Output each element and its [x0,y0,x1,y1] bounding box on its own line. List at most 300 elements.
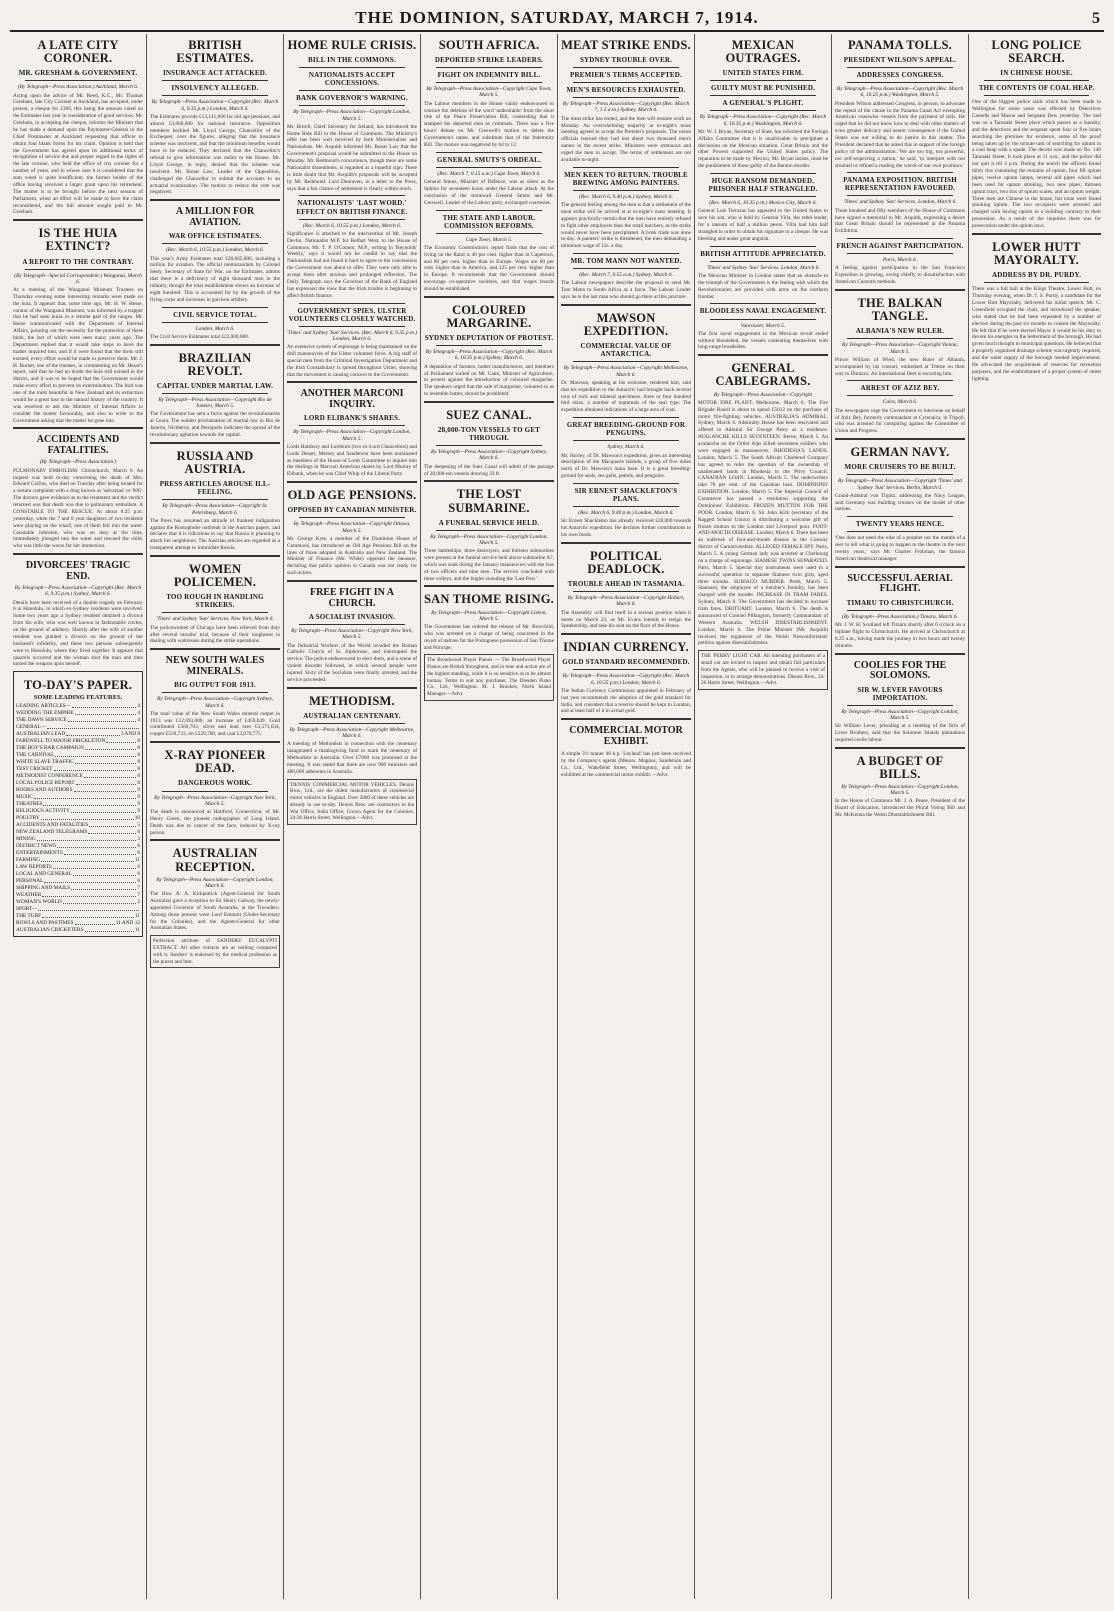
article-dateline: By Telegraph—Press Association—Copyright Sydney, March 6. [157,696,273,709]
index-row-leader [84,773,137,778]
article-subheadline: PRESIDENT WILSON'S APPEAL. [843,56,957,65]
subhead-divider [710,196,816,197]
article [150,648,280,738]
subhead-divider [573,67,679,68]
article-body: Mr. Hurley, of Dr. Mawson's expedition, gives an interesting description of the Macquarie Islands, a group of five miles north of Dr. Mawson's main base. It is a great breeding-ground for seals, sea gulls, petrels, and penguins. [561,452,691,480]
index-row-page: 2 [137,899,140,905]
index-row [16,822,140,829]
index-row-leader [37,836,137,841]
article-body: The newspapers urge the Government to intervene on behalf of Aziz Bey, formerly commandant at Cyrenaica, in Tripoli, who was arrested for conspiring against the Committee of Union and Progress. [835,407,965,435]
article-body: The deepening of the Suez Canal will admit of the passage of 28,000-ton vessels drawing 33 ft. [424,463,554,477]
article-headline: LOWER HUTT MAYORALTY. [992,239,1081,268]
article-dateline: By Telegraph—Press Association—Copyright 'Times' and Sydney 'Sun' Services. Berlin, March 6. [838,478,962,491]
index-row-label: RELIGIOUS ACTIVITY [16,808,70,815]
article-body: In the House of Commons Mr. J. A. Pease, President of the Board of Education, introduced the Plural Voting Bill and Mr. McKenna the Welsh Disestablishment Bill. [835,798,965,819]
index-row-leader [38,906,139,911]
section-divider [847,238,953,239]
article-dateline: 'Times' and Sydney 'Sun' Services. New York, March 6. [156,616,274,623]
index-row-label: WEDDING THE EMPIRE [16,710,74,717]
article [150,442,280,552]
article-headline: SUEZ CANAL. [446,408,532,422]
subhead-divider [573,591,679,592]
article-dateline: By Telegraph—Press Association—Copyright London, March 5. [293,109,411,122]
index-row-label: LEADING ARTICLES— [16,703,71,710]
article-divider [287,580,417,582]
article-body: The Economic Commission's report finds that the cost of living on the Rand is 40 per cent. higher than in Capetown, and 80 per cent. higher than in Europe. Wages are 60 per cent. higher than in America, and 225 per cent. higher than in Europe. It recommends that the Government should encourage co-operative societies, and that wages boards should be established. [424,244,554,293]
index-row-page: 4 [137,703,140,710]
article-divider [424,585,554,587]
article-body: A simple 3½ tonner 40 h.p. 'Leyland' has just been received by the Company's agents (Messrs. Magnus, Sanderson and Co., Ltd., Wakefield Street, Wellington), and will be exhibited at the commercial motor exhibit.—Advt. [561,751,691,778]
index-row-page: 6 [137,864,140,871]
article [698,354,828,647]
article-dateline: (Rec. March 6, 9.40 p.m.) London, March 6. [578,510,674,517]
article-headline: GERMAN NAVY. [850,445,950,460]
article-divider [150,442,280,444]
article-subheadline: BILL IN THE COMMONS. [308,56,396,65]
subhead-divider [573,440,679,441]
article [287,195,417,299]
article-subheadline: DANGEROUS WORK. [177,779,253,788]
subhead-divider [847,338,953,339]
index-row-label: WEATHER [16,892,42,899]
article-dateline: By Telegraph—Press Association—Copyright London, March 5. [841,784,959,797]
index-row-page: 11 [134,912,140,919]
article-dateline: By Telegraph—Press Association—Copyright New York, March 5. [154,794,276,807]
article-body: Lords Halsbury and Loreburn (two ex-Lord Chancellors) and Lords Desart, Mersey and Sanderson have been nominated as members of the House of Lords Committee to inquire into the dealings in Marconi American shares by Lord Murray of Elibank, when he was Chief Whip of the Liberal Party. [287,443,417,478]
article-body: The Estimates provide £13,141,000 for old age pensions, and almost £3,000,000 for national insurance. Opposition members heckled Mr. Lloyd George, Chancellor of the Exchequer, over the figures, alleging that the insurance scheme was insolvent, and that the minimum benefits would have to be reduced. They declared that the Chancellor's refusal to give information was unfair to the House. Mr. Lloyd George, in reply, denied that the scheme was insolvent. Mr. Bonar Law, Leader of the Opposition, challenged the Chancellor to submit the accounts to an actuarial examination. The motion to reduce the vote was negatived. [150,113,280,196]
section-divider [299,303,405,304]
article-body: At a meeting of the Wanganui Museum Trustees on Thursday evening some interesting remarks were made on the huia. It appears that, some time ago, Mr. H. W. Hesse, curator of the Wanganui Museum, was informed by a trapper that he had seen huias in a remote part of the ranges. Mr. Hesse communicated with the Department of Internal Affairs, pointing out the necessity for the protection of these birds, the last of which were seen many years ago. The Department replied that it would take steps to have the matter inquired into, and if it were found that the birds still existed, every effort would be made to preserve them. Mr. J. H. Burnet, one of the trustees, in commenting on Mr. Hesse's report, said that he had no doubt the huia still existed in the district, and it was to be hoped that the Government would make every effort to prevent its extermination. The bird was one of the most beautiful in New Zealand and its extinction would be a great loss to the natural history of the country. It was resolved to ask the Minister of Internal Affairs to consider the matter favourably, and also to write to the Government asking that the matter be gone into. [13,286,143,424]
article-headline: ANOTHER MARCONI INQUIRY. [300,388,404,410]
index-row-leader [57,843,136,848]
article [13,553,143,668]
article-headline: COOLIES FOR THE SOLOMONS. [853,659,947,682]
index-row-label: POULTRY [16,815,40,822]
article-headline: FREE FIGHT IN A CHURCH. [310,587,394,609]
article-subheadline: PANAMA EXPOSITION. BRITISH REPRESENTATION FAVOURED. [843,176,957,193]
article-body: Details have been received of a double tragedy on February 6 in Honolulu, in which ex-Sydney residents were involved. Some two years ago a Sydney resident obtained a divorce from his wife, who was well known in fashionable circles, on the ground of adultery. Shortly after the wife of another resident was granted a divorce on the ground of her husband's infidelity, and these two persons subsequently went to Honolulu, where they lived together. It appears that quarrels occurred and the woman shot the man and then turned the weapon upon herself. [13,599,143,668]
article-body: A feeling against participation in the San Francisco Exposition is growing, owing chiefly to dissatisfaction with American Customs methods. [835,265,965,286]
advertisement: Perfection attribute of SANDERS' EUCALYPTI EXTRACT. All other extracts are as nothing compared with it. Sanders' is endorsed by the medical profession as the purest and best. [150,935,280,968]
newspaper-column [558,34,695,1599]
index-row-label: LAW REPORTS [16,864,52,871]
section-divider [847,380,953,381]
subhead-divider [162,692,268,693]
newspaper-column [832,34,969,1599]
index-row-label: TEST CRICKET [16,766,53,773]
index-row-page: 9 [137,808,140,815]
article-body: A deputation of farmers, butter manufacturers, and members of Parliament waited on Mr. Cann, Minister of Agriculture, to protest against the introduction of coloured margarine. The speakers urged that the sale of margarine, coloured so as to resemble butter, should be prohibited. [424,363,554,398]
article-dateline: By Telegraph—Press Association—Copyright Ottawa, March 5. [293,521,411,534]
article-dateline: By Telegraph—Press Association—Copyright [713,391,813,398]
index-row-label: WOMAN'S WORLD [16,899,62,905]
article-dateline: (By Telegraph—Press Association.) Timaru, March 6. [842,613,958,620]
subhead-divider [984,282,1089,283]
index-row-leader [68,717,137,722]
index-row-page: 8 [137,745,140,752]
newspaper-column [284,34,421,1599]
subhead-divider [573,361,679,362]
index-row-page: 11 AND 12 [115,919,140,926]
index-row-leader [47,724,139,729]
index-row [16,843,140,850]
section-divider [573,417,679,418]
article-divider [150,344,280,346]
index-row-leader [44,878,136,883]
article-dateline: By Telegraph—Press Association—Copyright London, March 5. [841,708,959,721]
index-row-page: 4 [137,717,140,724]
article-dateline: By Telegraph—Press Association—Copyright Cape Town, March 5. [426,86,552,99]
index-row-label: THEATRES [16,801,43,808]
article-body: The total value of the New South Wales mineral output in 1913 was £12,693,000, an increase of £459,649. Gold contributed £560,703, silver and lead ores £3,571,634, copper £539,733, tin £329,700, and coal £3,070,775. [150,710,280,738]
article [424,585,554,651]
index-row-leader [53,864,137,869]
article-subheadline: FRENCH AGAINST PARTICIPATION. [836,242,964,251]
index-row-label: METHODIST CONFERENCE [16,773,83,780]
article-body: There was a full hall at the Kings Theatre, Lower Hutt, on Thursday evening, when Dr. J. S. Purdy, a candidate for the Lower Hutt Mayoralty, delivered his initial speech. Mr. C. Greenfield occupied the chair, and introduced the speaker, who stated that he had been requested by a number of electors during the past six months to contest the Mayoralty. He felt that if he were elected Mayor it would be his duty to devote his energies to the betterment of the borough. He had given much thought to municipal questions. He believed that a properly organised drainage scheme was urgently required, and the water supply of the borough needed improvement. He advocated the acquirement of reserves for recreation purposes, and the establishment of a proper system of street lighting. [972,286,1102,382]
section-divider [710,246,816,247]
index-row-leader [41,857,134,862]
index-row-leader [72,703,136,708]
article-divider [698,354,828,356]
article-divider [561,718,691,720]
article [150,199,280,303]
article [150,36,280,196]
article [287,36,417,192]
section-divider [847,172,953,173]
index-row-label: THE DAWN SERVICE [16,717,67,724]
article [698,36,828,170]
index-row-leader [88,829,136,834]
article [150,741,280,836]
index-row-page: 8 [137,773,140,780]
index-row-label: THE BOY'S BAR CAMPAIGN [16,745,85,752]
article-subheadline: A FUNERAL SERVICE HELD. [438,518,540,527]
article-dateline: By Telegraph—Press Association—Copyright (Rec. March 6, 10.55 p.m.) London, March 6. [562,673,690,686]
index-row [16,920,140,927]
article-dateline: London, March 6. [195,325,235,332]
article-body: The Industrial Workers of the World invaded the Roman Catholic Church of St. Alphonsus, and interrupted the service. The police endeavoured to eject them, and a scene of violent disorder followed, in which several people were injured. Sixty of the Socialists were finally arrested, and the service proceeded. [287,642,417,683]
subhead-divider [299,624,405,625]
article-subheadline: TROUBLE AHEAD IN TASMANIA. [567,580,685,589]
article [835,238,965,286]
subhead-divider [25,269,131,270]
index-row-page: 4 [137,710,140,717]
index-row-leader [34,794,137,799]
columns-container [10,34,1104,1599]
subhead-divider [710,319,816,320]
article-subheadline: ADDRESSES CONGRESS. [856,71,944,80]
article [424,36,554,149]
newspaper-column [969,34,1104,1599]
index-row [16,738,140,745]
article [835,747,965,819]
article-subheadline: UNITED STATES FIRM. [722,69,804,78]
article-dateline: By Telegraph—Press Association—Copyright London, March 5. [293,429,411,442]
article-subheadline: BIG OUTPUT FOR 1913. [174,681,256,690]
article-subheadline: OPPOSED BY CANADIAN MINISTER. [287,506,417,515]
article-body: Mr. J. W. H. Scotland left Timaru shortly after 6 o'clock on a biplane flight to Christchurch. He arrived at Christchurch at 8.25 a.m., having made the journey in two hours and twenty minutes. [835,622,965,649]
article-headline: DIVORCEES' TRAGIC END. [25,560,131,582]
index-row-label: LOCAL POLICE REPORT [16,780,75,787]
subhead-divider [299,723,405,724]
index-row [16,766,140,773]
article-subheadline: DEPORTED STRIKE LEADERS. [434,56,544,65]
article-body: Dr. Mawson, speaking at his welcome, tendered him, said that his expedition to the Antarctic had brought back several tons of rock and mineral specimens, three or four hundred bird skins, a number of mammals of the seal type. The expedition obtained indications of a large area of coal. [561,379,691,414]
article-headline: THE LOST SUBMARINE. [448,487,530,515]
index-row-label: SPORT— [16,905,38,912]
index-row [16,836,140,843]
article-headline: X-RAY PIONEER DEAD. [164,748,266,776]
subhead-divider [847,195,953,196]
article-subheadline: 28,000-TON VESSELS TO GET THROUGH. [437,426,541,443]
index-row-label: BOOKS AND AUTHORS [16,787,73,794]
section-divider [710,303,816,304]
article-subheadline: NATIONALISTS' 'LAST WORD.' EFFECT ON BRITISH FINANCE. [296,199,408,216]
article-headline: SOUTH AFRICA. [438,38,540,52]
index-row-leader [41,815,134,820]
article-subheadline: GOLD STANDARD RECOMMENDED. [562,658,690,667]
index-row [16,773,140,780]
article-dateline: (By Telegraph—Press Association.) [39,459,117,466]
article-dateline: (Rec. March 6, 10.35 p.m.) Mexico City, March 6. [709,200,817,207]
article-subheadline: ARREST OF AZIZ BEY. [860,384,940,393]
article-dateline: By Telegraph—Press Association—Copyright New York, March 5. [291,628,413,641]
article-subheadline: CAPITAL UNDER MARTIAL LAW. [156,382,274,390]
article-body: An extensive system of espionage is being maintained on the drill manoeuvres of the Ulster volunteer force. A big staff of special men from the Criminal Investigation Department and the Irish Constabulary is spread throughout Ulster, showing that the movement is causing concern to the Government. [287,344,417,378]
article-body: Prince William of Wied, the new Ruler of Albania, accompanied by his consort, embarked at Trieste on their way to Durazzo. An international fleet is escorting him. [835,356,965,377]
article-dateline: By Telegraph—Press Association—Copyright Melbourne, March 6. [563,365,689,378]
article-headline: BRITISH ESTIMATES. [176,38,254,66]
article-subheadline: TIMARU TO CHRISTCHURCH. [846,598,954,607]
index-row-page: 5 [137,822,140,829]
article [835,36,965,169]
article-divider [835,289,965,291]
article [150,555,280,645]
article [424,296,554,398]
index-row-label: MINING [16,836,36,843]
article-headline: IS THE HUIA EXTINCT? [38,226,118,254]
index-row-page: 8 [137,766,140,773]
article [698,173,828,243]
index-subhead: SOME LEADING FEATURES. [33,694,123,702]
index-row-label: FARMING [16,857,41,864]
subhead-divider [573,506,679,507]
article [13,219,143,424]
article-body: The Mexican Minister in London states that an obstacle to the triumph of the Government is the feeling with which the Revolutionaries are provided with arms on the northern frontier. [698,272,828,300]
index-row-page: 6 [137,843,140,850]
article [561,417,691,480]
subhead-divider [710,80,816,81]
article-body: Grand-Admiral von Tirpitz, addressing the Navy League, said Germany was building cruisers on the model of other nations. [835,492,965,513]
article-subheadline: MR. GRESHAM & GOVERNMENT. [18,69,138,78]
article-subheadline: BANK GOVERNOR'S WARNING. [296,94,408,103]
subhead-divider [847,82,953,83]
article-divider [13,219,143,221]
subhead-divider [436,167,542,168]
subhead-divider [25,80,131,81]
article-subheadline: PREMIER'S TERMS ACCEPTED. [569,71,683,80]
article-headline: GENERAL CABLEGRAMS. [715,361,811,389]
article-subheadline: A SOCIALIST INVASION. [308,613,396,622]
index-row-leader [64,850,136,855]
article-body: The Assembly will find itself in a serious position when it meets on March 23, as Mr. Evans intends to resign the Speakership, and take his seat on the floor of the House. [561,609,691,630]
index-row [16,829,140,836]
index-row-leader [42,892,136,897]
index-row [16,745,140,752]
index-headline: TO-DAY'S PAPER. [23,678,133,693]
article-divider [150,648,280,650]
subhead-divider [573,669,679,670]
article-subheadline: MEN'S RESOURCES EXHAUSTED. [566,86,686,95]
article-subheadline: THE CONTENTS OF COAL HEAP. [978,84,1095,93]
article-headline: A MILLION FOR AVIATION. [175,206,255,228]
subhead-divider [299,90,405,91]
article-dateline: By Telegraph—Press Association—Copyright (Rec. March 6, 10.25 p.m.) Washington, March 5. [836,86,964,99]
subhead-divider [299,105,405,106]
article-dateline: Cairo, March 6. [882,399,918,406]
article [561,36,691,164]
article-divider [424,480,554,482]
article [835,289,965,377]
index-row-label: ACCIDENTS AND FATALITIES [16,822,89,829]
article-divider [835,747,965,749]
index-row-leader [74,787,137,792]
article [698,246,828,301]
article-headline: INDIAN CURRENCY. [563,640,689,655]
index-row [16,906,140,913]
article [835,438,965,513]
index-row-label: WHITE SLAVE TRAFFIC [16,759,74,766]
article [287,303,417,379]
article-subheadline: THE STATE AND LABOUR. COMMISSION REFORMS. [442,213,536,230]
article-body: The meat strike has ended, and the men will resume work on Monday. An overwhelming majority at to-night's mass meeting agreed to accept the Premier's proposals. The union officials learned they had lost about two thousand men's names in the recent strike. Ministers were strenuous and urged the men to accept. The terms of settlement are not available to-night. [561,115,691,163]
article [835,566,965,650]
subhead-divider [847,253,953,254]
newspaper-column [421,34,558,1599]
subhead-divider [847,705,953,706]
index-row-label: PERSONAL [16,878,44,885]
article-subheadline: MR. TOM MANN NOT WANTED. [570,257,682,266]
subhead-divider [436,82,542,83]
index-row-label: MUSIC [16,794,33,801]
article-subheadline: SIR ERNEST SHACKLETON'S PLANS. [574,487,678,504]
article-divider [424,296,554,298]
index-row [16,710,140,717]
article-subheadline: GREAT BREEDING-GROUND FOR PENGUINS. [566,421,686,438]
index-row-leader [76,780,137,785]
article-divider [972,233,1101,235]
article-dateline: (By Telegraph—Press Association.) Auckland, March 6. [17,84,139,91]
article-body: The death is announced at Hartford, Connecticut, of Mr. Henry Green, the pioneer radiographer of Long Island. Death was due to cancer of the face, induced by X-ray poison. [150,808,280,836]
index-row-page: 7 [137,892,140,899]
article-dateline: By Telegraph—Press Association—Copyright (Rec. March 6, 10.35 p.m.) Sydney, March 6. [425,349,553,362]
article-body: PULMONARY EMBOLISM. Christchurch, March 6. An inquest was held to-day concerning the death of Mrs. Edward Collins, who died on Tuesday after being treated for a certain complaint with a drug known as 'salvarsan' or '606'. The doctors gave evidence as to the treatment and the verdict returned was that death was due to pulmonary embolism. A CONSTABLE TO THE RESCUE. At about 6.25 p.m. yesterday, when the 7 and 8 year daughters of two residents were playing on the wharf, one of them fell into the water. Constable Johnston, who was on duty at the time, immediately plunged into the water and rescued the child, who was little the worse for her immersion. [13,467,143,550]
article-headline: A BUDGET OF BILLS. [856,753,944,781]
index-row-page: 8 [137,759,140,766]
index-row-leader [71,885,136,890]
article-dateline: By Telegraph—Press Association—Copyright (Rec. March 6, 9.35 p.m.) Sydney, March 6. [14,585,142,598]
index-row-page: 11 [134,857,140,864]
article [561,167,691,250]
subhead-divider [847,67,953,68]
article-dateline: 'Times' and Sydney 'Sun' Services. London, March 6. [843,199,957,206]
article-divider [287,481,417,483]
article-headline: MEAT STRIKE ENDS. [561,38,691,52]
index-row-page: 10 [134,815,140,822]
index-row-page: 8 [137,780,140,787]
article [561,483,691,539]
section-divider [436,210,542,211]
article [424,210,554,293]
article-subheadline: SIR W. LEVER FAVOURS IMPORTATION. [857,685,943,702]
article-headline: HOME RULE CRISIS. [287,38,417,52]
article-subheadline: COMMERCIAL VALUE OF ANTARCTICA. [580,342,672,359]
article-dateline: By Telegraph—Press Association—Copyright London, March 5. [430,533,548,546]
article-body: The general feeling among the men is that a settlement of the meat strike will be arrived at at to-night's mass meeting. It appears practically certain that the men have entirely refused to fight other employers than the retail butchers, as the strike would never have been precipitated. A brisk trade was done to-day. A painters' strike is threatened, the men demanding a minimum wage of 12s. a day. [561,202,691,250]
index-row-leader [54,766,137,771]
index-row-label: ENTERTAINMENTS [16,850,63,857]
article-body: The Press has assumed an attitude of frankest indignation against the Russophobe outbreak in the Austrian papers, and declares that it is ridiculous to say that Russia is planning to attack her neighbours. The Austrian articles are regarded as a transparent attempt to intimidate Russia. [150,517,280,552]
article-headline: AUSTRALIAN RECEPTION. [172,846,258,874]
article-subheadline: WAR OFFICE ESTIMATES. [168,232,262,241]
subhead-divider [162,393,268,394]
index-row [16,878,140,885]
article-headline: BRAZILIAN REVOLT. [178,350,252,378]
article [287,580,417,684]
article-body: MOTOR FIRE PLANT. Melbourne, March 6. The Fire Brigade Board is about to spend £5612 on the purchase of motor fire-fighting vehicles. AUSTRALIA'S ADMIRAL. Sydney, March 6. Admiralty House has been renovated and offered to Admiral Sir George Patey as a residence. AVALANCHE KILLS SEVENTEEN. Berne, March 5. An avalanche on the Ortler Alps killed seventeen soldiers who were engaged in manoeuvres. RHODESIA'S LANDS. London, March 5. The South African Chartered Company has agreed to refer the question of the ownership of unalienated lands in Rhodesia to the Privy Council. CANADIAN LOAN. London, March 5. The underwriters take 78 per cent. of the Canadian loan. DOMINIONS' EXHIBITION. London, March 5. The Imperial Council of Commerce has passed a resolution supporting the Dominions' Exhibition. FROZEN MUTTON FOR THE POOR. London, March 6. Sir John Kirk (secretary of the Ragged School Union) is distributing a welcome gift of frozen mutton to the London and Liverpool poor. FOOT-AND-MOUTH DISEASE. London, March 6. There has been an outbreak of foot-and-mouth disease in the Conway district of Carnarvonshire. ALLEGED FEMALE SPY. Paris, March 5. A young German lady was arrested at Cherbourg on a charge of espionage. SIAMESE TWINS SEPARATED. Paris, March 5. Special tiny instruments were used in a successful operation to separate Siamese twin girls, aged three months. SUBIACO MURDER. Perth, March 5. Stannard, the employee of a butcher's foundry, has been charged with the murder. INCREASE IN TRAM FARES. Sydney, March 6. The Government has decided to increase tram fares. OBITUARY. London, March 6. The death is announced of Colonel Pilkington, formerly Commandant of Western Australia. WELSH DISESTABLISHMENT. London, March 6. The Prime Minister (Mr. Asquith) received the organisers of the Welsh Nonconformists' petition against disestablishment. [698,399,828,647]
subhead-divider [710,110,816,111]
advertisement: THE 'PERRY' LIGHT CAR. All intending purchasers of a small car are invited to inspect and obtain full particulars from the Agents, who will be pleased to receive a visit of inspection, or to arrange demonstrations. Dennis Bros., 24-26 Harris Street, Wellington.—Advt. [698,650,828,690]
article-divider [287,687,417,689]
article-divider [561,542,691,544]
index-row [16,780,140,787]
masthead [10,6,1104,32]
newspaper-column [10,34,147,1599]
article-body: A meeting of Methodists in connection with the centenary inaugurated a thanksgiving fund to mark the centenary of Methodism in Australia. Over £7000 was promised at the meeting. It was stated that there are now 900 ministers and 480,000 adherents in Australia. [287,741,417,775]
index-row [16,892,140,899]
index-row-page: 9 [137,801,140,808]
article-headline: METHODISM. [309,693,395,708]
article-dateline: Sydney, March 6. [607,444,645,451]
article-subheadline: CIVIL SERVICE TOTAL. [173,310,257,319]
article-dateline: Vancouver, March 5. [740,322,786,329]
article-dateline: (Rec. March 7, 0.15 a.m.) Cape Town, March 6. [437,170,541,177]
index-row-label: AUSTRALIAN CRICKETERS [16,926,84,933]
subhead-divider [162,791,268,792]
article-body: 'One does not need the robe of a prophet nor the mantle of a seer to tell what is going to happen to the theatre in the next twenty years,' says Mr. Charles Frohman, the famous American theatrical manager. [835,535,965,562]
article-dateline: Paris, March 6. [883,257,917,264]
article-subheadline: MORE CRUISERS TO BE BUILT. [844,463,956,472]
index-row [16,731,140,738]
article [561,718,691,779]
subhead-divider [573,268,679,269]
page-number: 5 [1092,10,1100,27]
index-row-label: THE TURF [16,912,42,919]
article-body: President Wilson addressed Congress, in person, to advocate the repeal of the clause in the Panama Canal Act exempting American coastwise vessels from the payment of tolls. He urged that he did not know how to deal with other matters of even greater delicacy and nearer consequence if the United States was not willing to do justice in this matter. The President declared that he asked this in support of the foreign policy of the administration. 'We are too big, too powerful, too self-respecting a nation,' he said, 'to interpret with too strained or refined a reading the words of our own promises.' [835,100,965,169]
article-body: Mr. George Kyte, a member of the Dominion House of Commons, has introduced an Old Age Pensions Bill on the lines of those adopted in Australia and New Zealand. The Minister of Finance (Mr. White) opposed the measure, declaring that public opinion in Canada was not ready for such action. [287,535,417,577]
index-row [16,759,140,766]
article [561,253,691,301]
index-row-leader [73,871,136,876]
article-subheadline: FIGHT ON INDEMNITY BILL. [437,71,541,80]
index-row-page: 9 [137,787,140,794]
section-divider [299,195,405,196]
index-row [16,794,140,801]
subhead-divider [162,243,268,244]
subhead-divider [436,345,542,346]
article-divider [150,741,280,743]
